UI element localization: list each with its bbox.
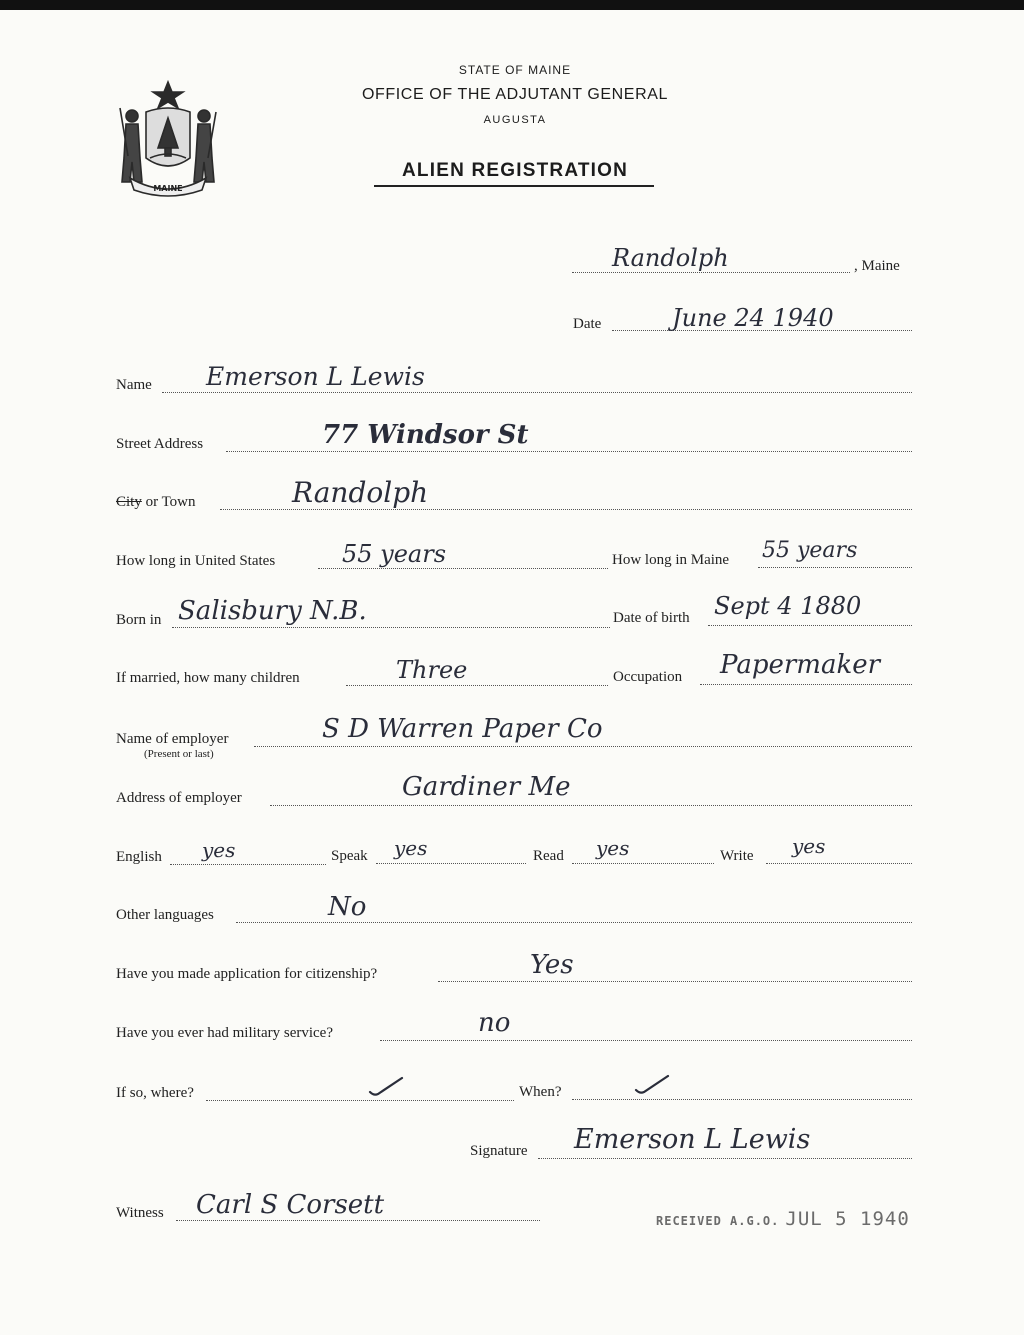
location-line [572,272,850,273]
children-label: If married, how many children [116,670,300,686]
signature-value: Emerson L Lewis [574,1124,811,1155]
employer-address-value: Gardiner Me [402,772,571,802]
military-label: Have you ever had military service? [116,1025,333,1041]
military-value: no [478,1008,511,1038]
date-of-birth-value: Sept 4 1880 [714,592,862,620]
other-languages-line [236,922,912,923]
city-or-town-line [220,509,912,510]
citizenship-line [438,981,912,982]
city-struck-label: City [116,494,142,510]
name-label: Name [116,377,152,393]
english-line [170,864,326,865]
if-so-where-line [206,1100,514,1101]
form-title: ALIEN REGISTRATION [401,160,629,181]
other-languages-value: No [328,892,367,922]
born-in-label: Born in [116,612,162,628]
name-line [162,392,912,393]
name-value: Emerson L Lewis [206,362,425,391]
employer-value: S D Warren Paper Co [322,714,603,744]
read-value: yes [596,836,630,860]
how-long-us-line [318,568,608,569]
how-long-maine-value: 55 years [762,538,858,563]
street-address-line [226,451,912,452]
military-line [380,1040,912,1041]
witness-value: Carl S Corsett [196,1190,385,1220]
occupation-value: Papermaker [720,650,881,680]
street-address-value: 77 Windsor St [322,420,529,450]
employer-label: Name of employer [116,731,229,747]
location-value: Randolph [612,244,729,272]
stamp-date: JUL 5 1940 [785,1208,910,1230]
employer-address-line [270,805,912,806]
signature-line [538,1158,912,1159]
citizenship-label: Have you made application for citizenship? [116,966,378,982]
employer-line [254,746,912,747]
born-in-line [172,627,610,628]
location-suffix: , Maine [854,258,900,274]
english-value: yes [202,838,236,862]
how-long-maine-label: How long in Maine [612,552,730,568]
when-line [572,1099,912,1100]
born-in-value: Salisbury N.B. [178,596,367,626]
write-value: yes [792,834,826,858]
occupation-label: Occupation [613,669,683,685]
if-so-where-label: If so, where? [116,1085,194,1101]
read-line [572,863,714,864]
city-or-town-label [116,494,196,511]
scan-top-border [0,0,1024,10]
children-value: Three [396,656,468,684]
header-city: AUGUSTA [483,114,547,126]
employer-sublabel: (Present or last) [144,748,214,760]
header-office: OFFICE OF THE ADJUTANT GENERAL [361,86,669,103]
stamp-prefix: RECEIVED A.G.O. [656,1214,780,1228]
witness-label: Witness [116,1205,164,1221]
street-address-label: Street Address [116,436,204,452]
how-long-us-label: How long in United States [116,553,276,569]
write-line [766,863,912,864]
check-mark-icon [634,1074,670,1096]
how-long-us-value: 55 years [342,540,447,568]
speak-value: yes [394,836,428,860]
witness-line [176,1220,540,1221]
when-label: When? [519,1084,562,1100]
occupation-line [700,684,912,685]
write-label: Write [720,848,754,864]
seal-banner-text: MAINE [153,184,183,193]
english-label: English [116,849,162,865]
date-value: June 24 1940 [672,304,834,332]
speak-label: Speak [331,848,368,864]
town-label: or Town [141,494,196,510]
date-label: Date [573,316,602,332]
received-stamp [656,1208,910,1230]
citizenship-value: Yes [530,950,574,980]
date-of-birth-label: Date of birth [613,610,690,626]
children-line [346,685,608,686]
header-state: STATE OF MAINE [458,63,572,77]
signature-label: Signature [470,1143,528,1159]
how-long-maine-line [758,567,912,568]
check-mark-icon [368,1076,404,1098]
read-label: Read [533,848,564,864]
title-underline [374,185,654,187]
speak-line [376,863,526,864]
employer-address-label: Address of employer [116,790,242,806]
date-of-birth-line [708,625,912,626]
state-of-maine-seal-icon [112,78,224,200]
other-languages-label: Other languages [116,907,214,923]
city-or-town-value: Randolph [292,476,429,509]
